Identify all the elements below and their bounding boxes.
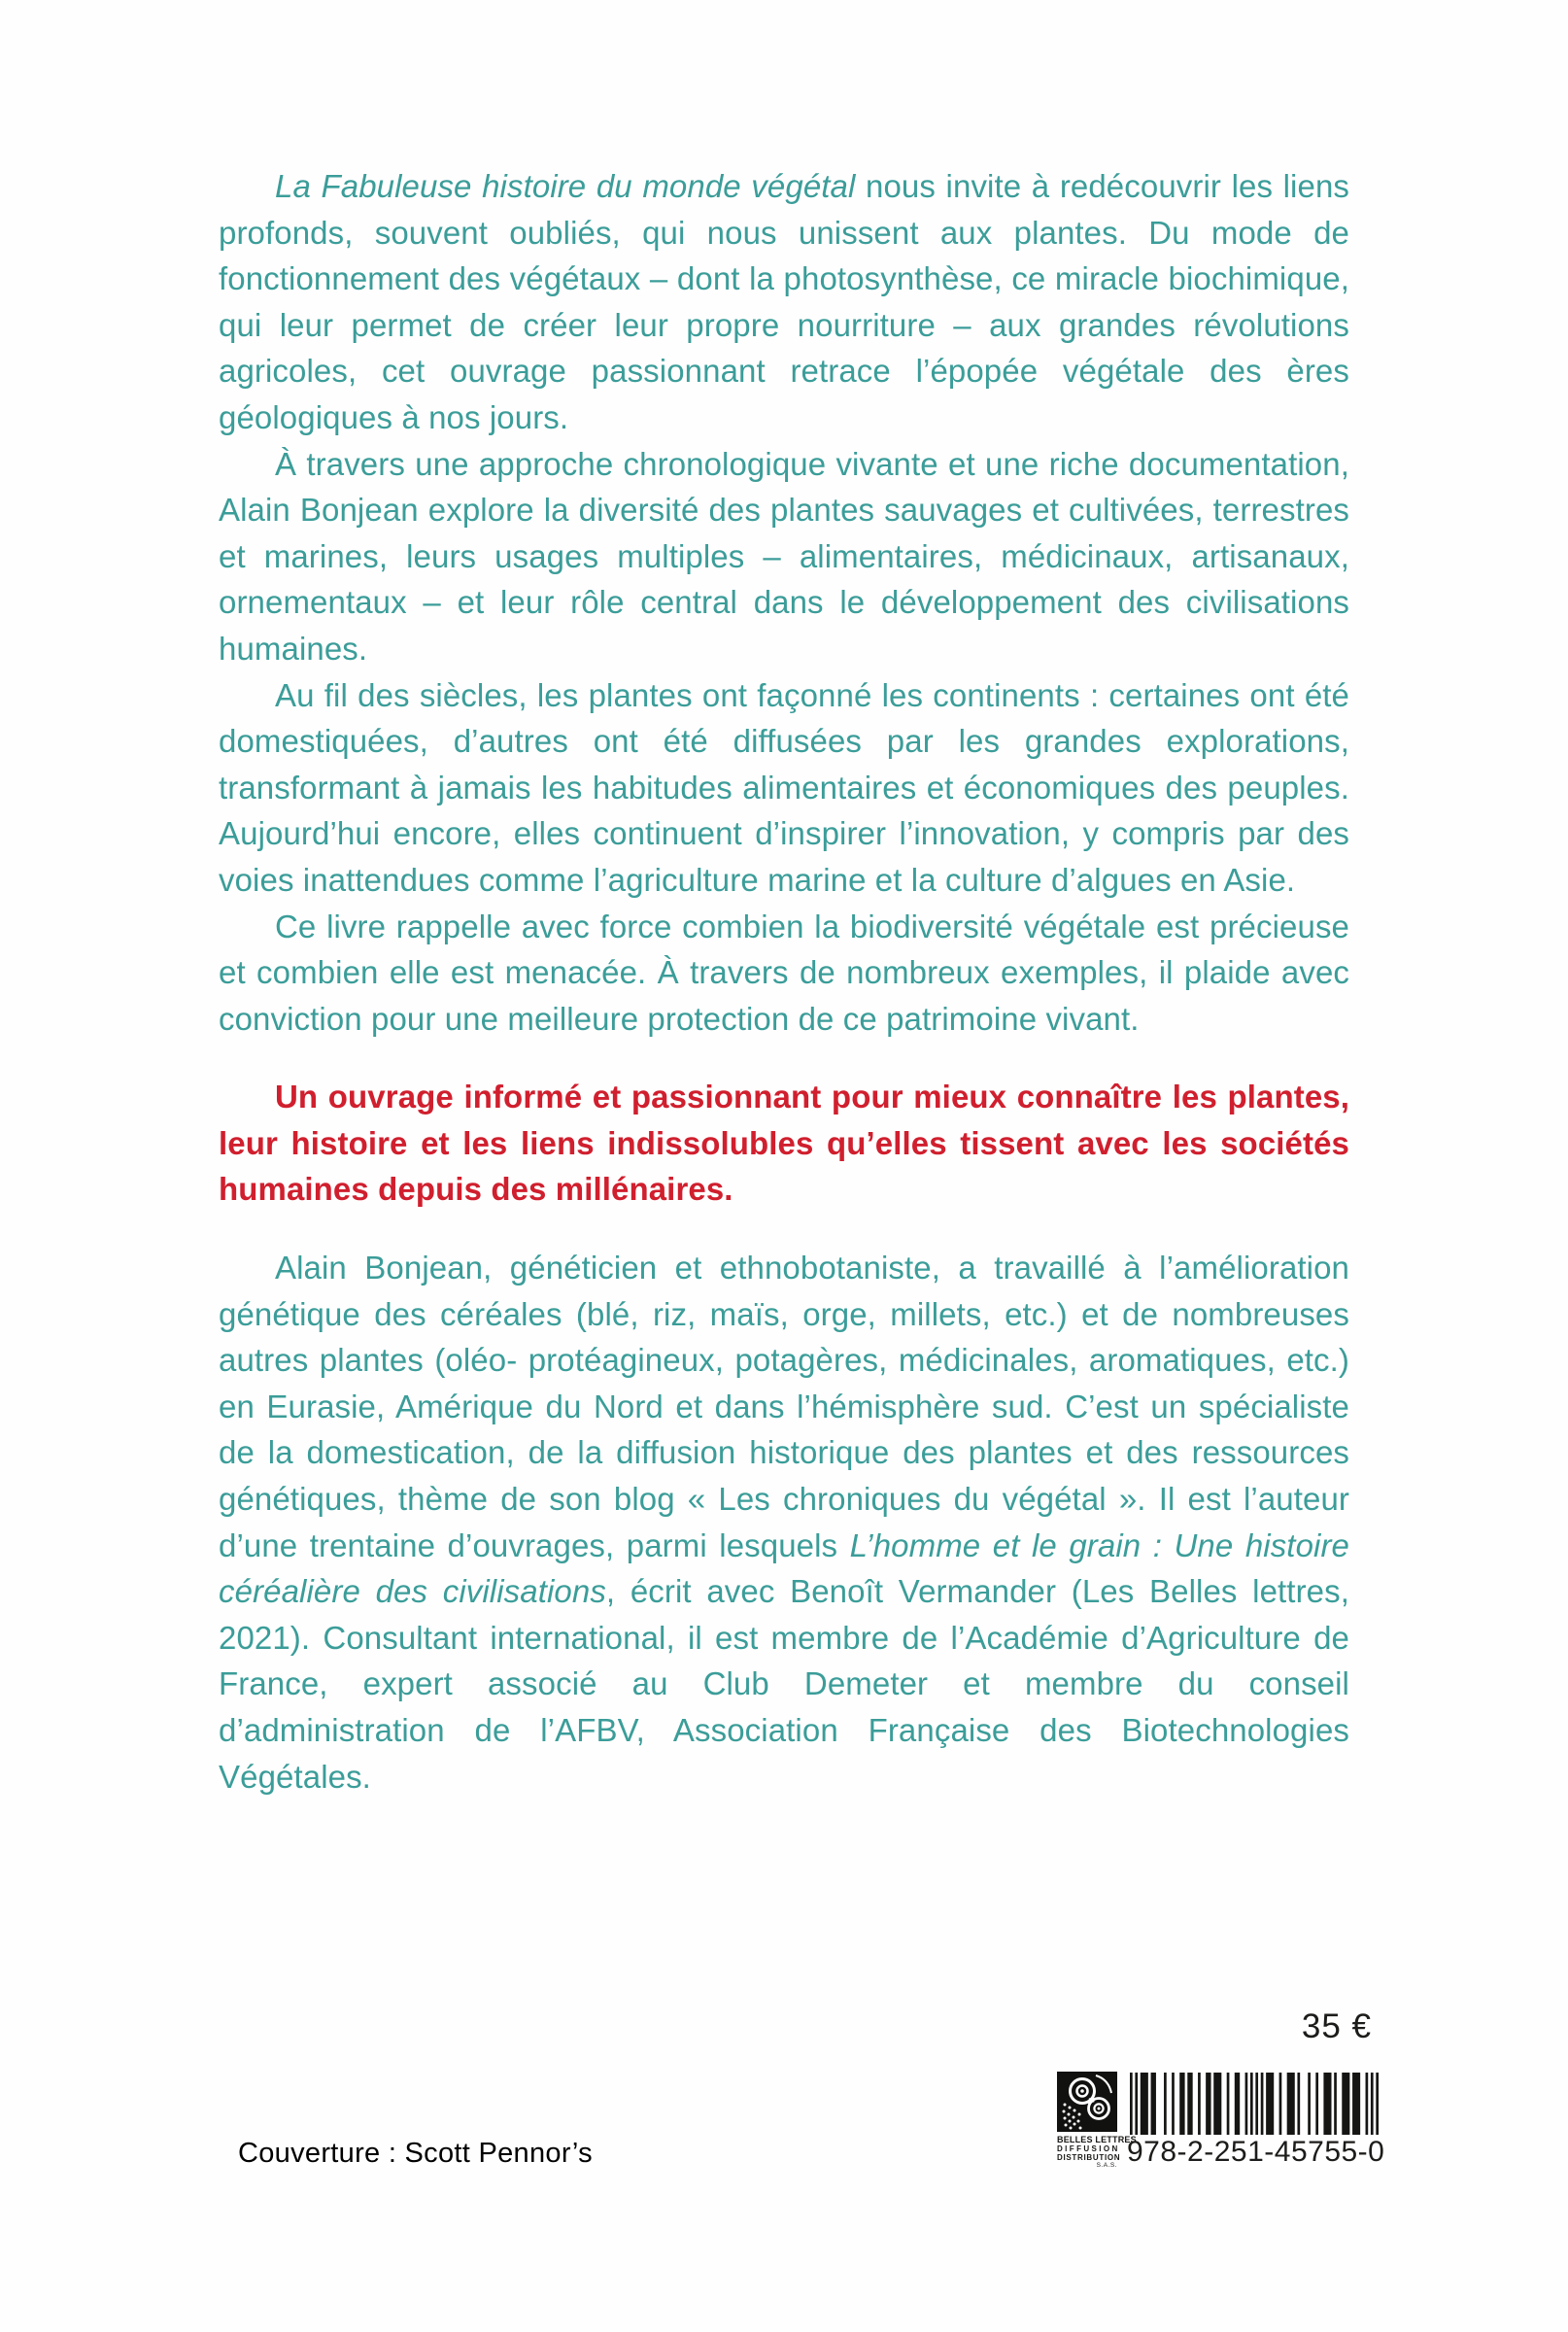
synopsis-text-block: [219, 163, 1349, 1800]
isbn-label: 978-2-251-45755-0: [1127, 2136, 1385, 2168]
italic-text-run: La Fabuleuse histoire du monde végétal: [275, 168, 856, 204]
publisher-logo: [1057, 2072, 1137, 2169]
publisher-line-belles-lettres: BELLES LETTRES: [1057, 2135, 1137, 2144]
paragraph-pitch: [219, 1074, 1349, 1213]
text-run: À travers une approche chronologique vivante et une riche documentation, Alain Bonjean explore la diversité des plantes sauvages et cultivées, terrestres et marines, leurs usages multiples – alimentaires, médicinaux, artisanaux, ornementaux – et leur rôle central dans le développement des civilisations humaines.: [219, 445, 1349, 667]
paragraph-centuries: [219, 672, 1349, 904]
paragraph-approach: [219, 441, 1349, 672]
text-run: Alain Bonjean, généticien et ethnobotaniste, a travaillé à l’amélioration génétique des céréales (blé, riz, maïs, orge, millets, etc.) et de nombreuses autres plantes (oléo- protéagineux, potagères, médicinales, aromatiques, etc.) en Eurasie, Amérique du Nord et dans l’hémisphère sud. C’est un spécialiste de la domestication, de la diffusion historique des plantes et des ressources génétiques, thème de son blog « Les chroniques du végétal ». Il est l’auteur d’une trentaine d’ouvrages, parmi lesquels: [219, 1250, 1349, 1563]
text-run: Au fil des siècles, les plantes ont façonné les continents : certaines ont été domestiquées, d’autres ont été diffusées par les grandes explorations, transformant à jamais les habitudes alimentaires et économiques des peuples. Aujourd’hui encore, elles continuent d’inspirer l’innovation, y compris par des voies inattendues comme l’agriculture marine et la culture d’algues en Asie.: [219, 676, 1349, 898]
publisher-logo-text: [1057, 2135, 1137, 2169]
text-run: Un ouvrage informé et passionnant pour mieux connaître les plantes, leur histoire et les liens indissolubles qu’elles tissent avec les sociétés humaines depuis des millénaires.: [219, 1079, 1349, 1208]
publisher-line-sas: S.A.S.: [1096, 2162, 1117, 2169]
text-run: , écrit avec Benoît Vermander (Les Belles lettres, 2021). Consultant international, il est membre de l’Académie d’Agriculture de France, expert associé au Club Demeter et membre du conseil d’administration de l’AFBV, Association Française des Biotechnologies Végétales.: [219, 1573, 1349, 1795]
publisher-line-distribution: DISTRIBUTION: [1057, 2153, 1121, 2162]
barcode: [1130, 2073, 1379, 2135]
cover-credit: Couverture : Scott Pennor’s: [238, 2138, 593, 2169]
paragraph-author-bio: [219, 1245, 1349, 1800]
italic-text-run: L’homme et le grain : Une histoire céréalière des civilisations: [219, 1526, 1350, 1610]
price-label: 35 €: [1301, 2007, 1372, 2045]
publisher-line-diffusion: DIFFUSION: [1057, 2144, 1120, 2153]
text-run: Ce livre rappelle avec force combien la biodiversité végétale est précieuse et combien elle est menacée. À travers de nombreux exemples, il plaide avec conviction pour une meilleure protection de ce patrimoine vivant.: [219, 908, 1349, 1037]
barcode-bars: [1130, 2073, 1379, 2135]
text-run: nous invite à redécouvrir les liens profonds, souvent oubliés, qui nous unissent aux plantes. Du mode de fonctionnement des végétaux – dont la photosynthèse, ce miracle biochimique, qui leur permet de créer leur propre nourriture – aux grandes révolutions agricoles, cet ouvrage passionnant retrace l’épopée végétale des ères géologiques à nos jours.: [219, 168, 1349, 435]
owl-icon: [1057, 2072, 1117, 2132]
paragraph-biodiversity: [219, 904, 1349, 1043]
paragraph-intro: [219, 163, 1349, 441]
